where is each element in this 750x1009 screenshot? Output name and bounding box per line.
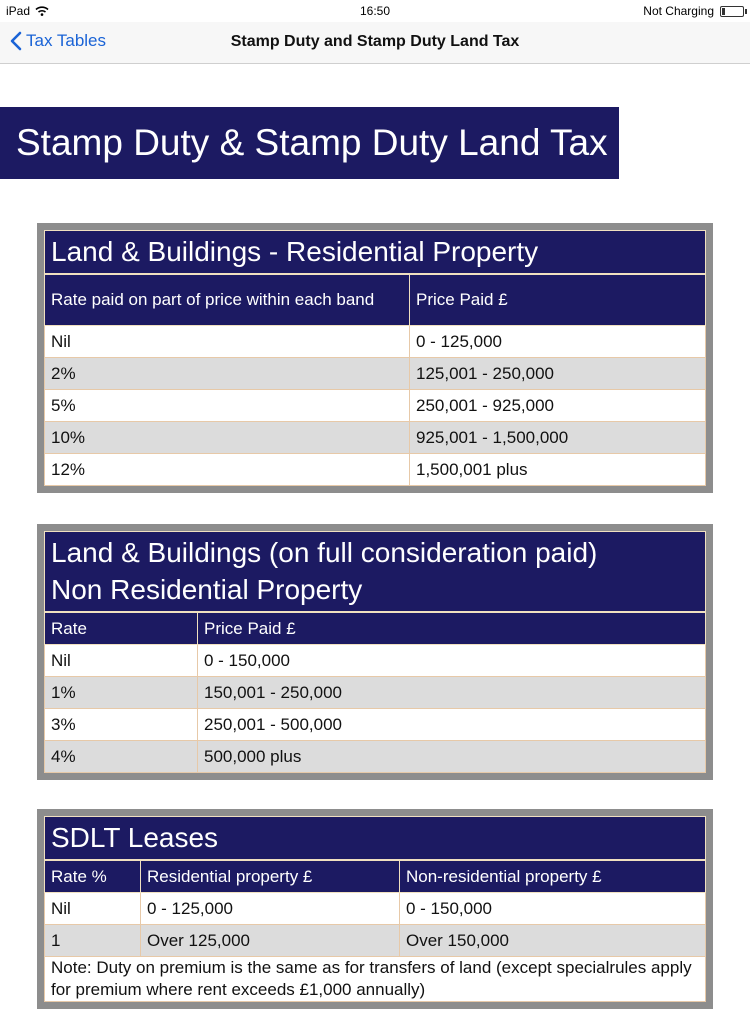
back-label: Tax Tables xyxy=(26,31,107,50)
price-cell: 500,000 plus xyxy=(198,741,706,773)
residential-cell: 0 - 125,000 xyxy=(141,893,400,925)
non-residential-header-rate: Rate xyxy=(45,612,198,645)
leases-header-residential: Residential property £ xyxy=(141,860,400,893)
residential-table-panel xyxy=(37,223,713,493)
table-row xyxy=(45,925,706,957)
table-row xyxy=(45,677,706,709)
price-cell: 1,500,001 plus xyxy=(410,454,706,486)
page-banner: Stamp Duty & Stamp Duty Land Tax xyxy=(0,107,619,179)
rate-cell: 1% xyxy=(45,677,198,709)
rate-cell: 1 xyxy=(45,925,141,957)
table-row xyxy=(45,326,706,358)
status-bar xyxy=(0,0,750,22)
rate-cell: 12% xyxy=(45,454,410,486)
table-row xyxy=(45,741,706,773)
rate-cell: Nil xyxy=(45,645,198,677)
table-row xyxy=(45,454,706,486)
non-residential-table xyxy=(44,531,706,773)
non-residential-title-line1: Land & Buildings (on full consideration paid) xyxy=(51,537,598,568)
non-residential-header-price: Price Paid £ xyxy=(198,612,706,645)
residential-cell: Over 125,000 xyxy=(141,925,400,957)
rate-cell: 5% xyxy=(45,390,410,422)
table-row xyxy=(45,709,706,741)
non-residential-title xyxy=(45,532,706,613)
non-residential-cell: Over 150,000 xyxy=(400,925,706,957)
device-label: iPad xyxy=(6,4,31,18)
rate-cell: Nil xyxy=(45,326,410,358)
battery-icon xyxy=(720,6,744,17)
residential-title: Land & Buildings - Residential Property xyxy=(45,231,706,275)
leases-table xyxy=(44,816,706,1002)
price-cell: 150,001 - 250,000 xyxy=(198,677,706,709)
navigation-bar xyxy=(0,22,750,64)
leases-table-panel xyxy=(37,809,713,1009)
leases-header-rate: Rate % xyxy=(45,860,141,893)
leases-title: SDLT Leases xyxy=(45,817,706,861)
price-cell: 250,001 - 500,000 xyxy=(198,709,706,741)
rate-cell: 4% xyxy=(45,741,198,773)
table-row xyxy=(45,422,706,454)
page-title: Stamp Duty and Stamp Duty Land Tax xyxy=(230,33,520,50)
residential-table xyxy=(44,230,706,486)
price-cell: 925,001 - 1,500,000 xyxy=(410,422,706,454)
table-row xyxy=(45,358,706,390)
residential-header-rate: Rate paid on part of price within each band xyxy=(45,274,410,326)
rate-cell: 2% xyxy=(45,358,410,390)
price-cell: 125,001 - 250,000 xyxy=(410,358,706,390)
price-cell: 0 - 150,000 xyxy=(198,645,706,677)
rate-cell: 3% xyxy=(45,709,198,741)
rate-cell: Nil xyxy=(45,893,141,925)
price-cell: 250,001 - 925,000 xyxy=(410,390,706,422)
leases-note: Note: Duty on premium is the same as for transfers of land (except specialrules apply for premium where rent exceeds £1,000 annually) xyxy=(45,957,706,1002)
non-residential-cell: 0 - 150,000 xyxy=(400,893,706,925)
table-row xyxy=(45,893,706,925)
battery-status: Not Charging xyxy=(643,4,714,18)
price-cell: 0 - 125,000 xyxy=(410,326,706,358)
rate-cell: 10% xyxy=(45,422,410,454)
leases-header-non-residential: Non-residential property £ xyxy=(400,860,706,893)
table-row xyxy=(45,390,706,422)
status-time: 16:50 xyxy=(359,4,391,18)
non-residential-title-line2: Non Residential Property xyxy=(51,574,363,605)
non-residential-table-panel xyxy=(37,524,713,780)
residential-header-price: Price Paid £ xyxy=(410,274,706,326)
table-row xyxy=(45,645,706,677)
